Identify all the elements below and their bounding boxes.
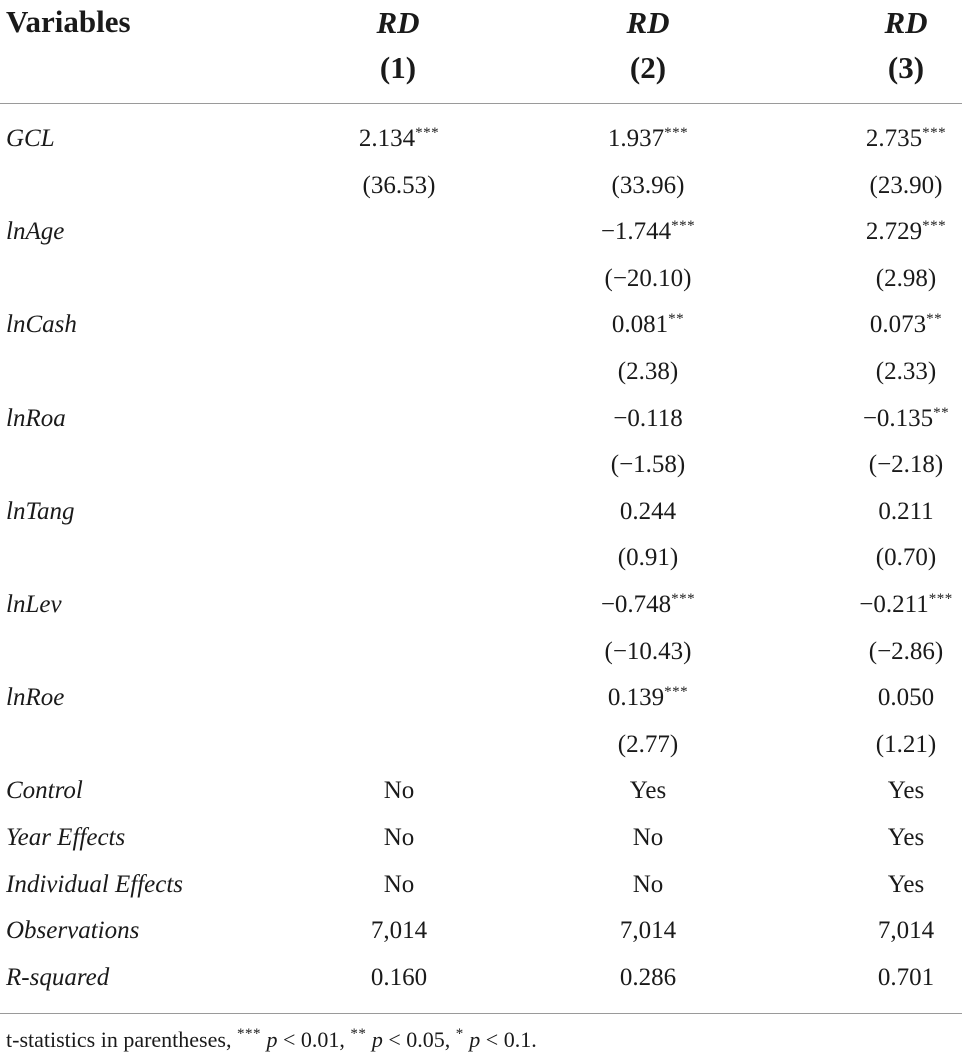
footnote-threshold-3: < 0.1. <box>480 1027 537 1052</box>
variables-header: Variables <box>6 4 131 39</box>
column-1-number: (1) <box>379 50 417 85</box>
bottom-rule <box>0 1013 962 1014</box>
table-row <box>0 582 968 628</box>
cell-col-2 <box>548 908 748 954</box>
cell-col-3 <box>806 582 968 628</box>
cell-col-3 <box>806 675 968 721</box>
cell-value: Yes <box>629 777 667 805</box>
significance-stars: ** <box>668 311 685 328</box>
cell-value: (23.90) <box>869 171 943 199</box>
row-label: R-squared <box>6 963 110 991</box>
cell-col-2 <box>548 396 748 442</box>
cell-col-3 <box>806 722 968 768</box>
table-row <box>0 116 968 162</box>
table-row <box>0 862 968 908</box>
cell-col-3 <box>806 768 968 814</box>
cell-col-3 <box>806 209 968 255</box>
footnote-threshold-2: < 0.05, <box>382 1027 456 1052</box>
cell-col-2 <box>548 116 748 162</box>
cell-col-3 <box>806 629 968 675</box>
table-row <box>0 955 968 1001</box>
row-label: lnAge <box>6 218 65 246</box>
footnote-p-2: p <box>371 1027 383 1052</box>
table-row <box>0 768 968 814</box>
cell-col-2 <box>548 256 748 302</box>
cell-value: No <box>632 870 664 898</box>
row-label: Control <box>6 777 83 805</box>
cell-value: 1.937 <box>607 125 665 152</box>
cell-value: (2.98) <box>875 264 937 292</box>
cell-col-1 <box>300 955 498 1001</box>
cell-col-1 <box>300 908 498 954</box>
cell-col-2 <box>548 302 748 348</box>
footnote-threshold-1: < 0.01, <box>277 1027 351 1052</box>
row-label: lnLev <box>6 591 62 618</box>
significance-stars: *** <box>415 125 440 141</box>
table-row <box>0 209 968 255</box>
cell-col-2 <box>548 582 748 628</box>
cell-col-2 <box>548 442 748 488</box>
significance-stars: *** <box>664 684 689 701</box>
table-row <box>0 908 968 954</box>
cell-col-3 <box>806 908 968 954</box>
cell-value: (0.91) <box>617 544 679 572</box>
cell-col-2 <box>548 722 748 768</box>
tstat-row <box>0 349 968 395</box>
cell-value: −0.748 <box>600 591 672 618</box>
cell-value: −0.211 <box>859 591 929 618</box>
cell-col-1 <box>300 862 498 908</box>
column-3-number: (3) <box>887 50 925 85</box>
row-label: lnTang <box>6 497 75 525</box>
cell-value: 0.286 <box>619 963 677 991</box>
row-label: Observations <box>6 917 140 945</box>
cell-col-1 <box>300 116 498 162</box>
cell-col-1 <box>300 768 498 814</box>
row-label: Year Effects <box>6 824 126 851</box>
cell-value: (−2.86) <box>868 637 944 665</box>
cell-value: 0.073 <box>869 311 927 339</box>
table-row <box>0 302 968 348</box>
tstat-row <box>0 163 968 209</box>
cell-col-3 <box>806 163 968 209</box>
tstat-row <box>0 535 968 581</box>
cell-col-3 <box>806 862 968 908</box>
cell-col-2 <box>548 862 748 908</box>
cell-col-2 <box>548 955 748 1001</box>
cell-col-2 <box>548 629 748 675</box>
cell-value: 2.735 <box>865 125 923 152</box>
cell-value: (0.70) <box>875 544 937 572</box>
cell-col-3 <box>806 302 968 348</box>
tstat-row <box>0 256 968 302</box>
cell-col-2 <box>548 163 748 209</box>
cell-value: No <box>383 824 415 851</box>
cell-value: No <box>383 777 415 805</box>
cell-value: 0.244 <box>619 497 677 525</box>
footnote-prefix: t-statistics in parentheses, <box>6 1027 237 1052</box>
cell-value: (−2.18) <box>868 451 944 479</box>
cell-value: (2.33) <box>875 358 937 385</box>
tstat-row <box>0 442 968 488</box>
row-label: GCL <box>6 125 55 152</box>
table-row <box>0 396 968 442</box>
cell-value: 7,014 <box>370 917 428 945</box>
cell-col-3 <box>806 116 968 162</box>
footnote-stars-2: ** <box>350 1026 367 1042</box>
significance-stars: ** <box>926 311 943 328</box>
cell-value: 0.701 <box>877 963 935 991</box>
cell-col-2 <box>548 815 748 861</box>
cell-value: 0.050 <box>877 684 935 712</box>
cell-col-3 <box>806 815 968 861</box>
column-3-dependent-variable: RD <box>884 5 928 40</box>
cell-col-3 <box>806 396 968 442</box>
cell-col-2 <box>548 489 748 535</box>
significance-stars: *** <box>671 591 696 607</box>
cell-value: No <box>383 870 415 898</box>
footnote-stars-3: *** <box>236 1026 261 1042</box>
cell-value: 0.139 <box>607 684 665 712</box>
column-header-1 <box>298 2 498 89</box>
column-2-dependent-variable: RD <box>626 5 670 40</box>
cell-value: 0.211 <box>878 497 934 525</box>
cell-value: No <box>632 824 664 851</box>
cell-value: (2.38) <box>617 358 679 385</box>
row-label: Individual Effects <box>6 870 184 898</box>
cell-value: −0.135 <box>862 404 934 432</box>
footnote-stars-1: * <box>455 1026 464 1042</box>
column-1-dependent-variable: RD <box>376 5 420 40</box>
footnote-p-3: p <box>469 1027 481 1052</box>
cell-col-3 <box>806 442 968 488</box>
significance-stars: *** <box>664 125 689 141</box>
cell-col-1 <box>300 163 498 209</box>
table-row <box>0 815 968 861</box>
cell-value: 0.081 <box>611 311 669 339</box>
cell-value: (36.53) <box>362 171 436 199</box>
cell-value: (−20.10) <box>604 264 692 292</box>
table-footnote <box>6 1024 537 1056</box>
cell-col-3 <box>806 489 968 535</box>
cell-value: 7,014 <box>877 917 935 945</box>
cell-value: Yes <box>887 870 925 898</box>
table-row <box>0 675 968 721</box>
cell-col-3 <box>806 256 968 302</box>
cell-col-2 <box>548 209 748 255</box>
cell-col-3 <box>806 955 968 1001</box>
significance-stars: *** <box>922 125 947 141</box>
cell-value: 2.134 <box>358 125 416 152</box>
table-header <box>0 0 968 104</box>
significance-stars: *** <box>928 591 953 607</box>
cell-value: (−10.43) <box>604 637 692 665</box>
header-rule <box>0 103 962 104</box>
cell-col-2 <box>548 768 748 814</box>
cell-value: (1.21) <box>875 730 937 758</box>
significance-stars: *** <box>671 218 696 235</box>
column-header-2 <box>548 2 748 89</box>
significance-stars: ** <box>933 404 950 421</box>
cell-value: Yes <box>887 824 925 851</box>
cell-value: −0.118 <box>613 404 683 432</box>
cell-value: 0.160 <box>370 963 428 991</box>
row-label: lnCash <box>6 311 77 339</box>
footnote-p-1: p <box>266 1027 278 1052</box>
cell-col-3 <box>806 535 968 581</box>
cell-col-3 <box>806 349 968 395</box>
row-label: lnRoe <box>6 684 65 712</box>
cell-col-2 <box>548 535 748 581</box>
column-header-3 <box>806 2 968 89</box>
table-row <box>0 489 968 535</box>
cell-value: Yes <box>887 777 925 805</box>
significance-stars: *** <box>922 218 947 235</box>
cell-value: −1.744 <box>600 218 672 246</box>
cell-value: (33.96) <box>611 171 685 199</box>
column-2-number: (2) <box>629 50 667 85</box>
cell-col-2 <box>548 349 748 395</box>
tstat-row <box>0 722 968 768</box>
cell-col-2 <box>548 675 748 721</box>
cell-value: 2.729 <box>865 218 923 246</box>
cell-value: 7,014 <box>619 917 677 945</box>
cell-value: (−1.58) <box>610 451 686 479</box>
cell-value: (2.77) <box>617 730 679 758</box>
tstat-row <box>0 629 968 675</box>
cell-col-1 <box>300 815 498 861</box>
row-label: lnRoa <box>6 404 66 432</box>
